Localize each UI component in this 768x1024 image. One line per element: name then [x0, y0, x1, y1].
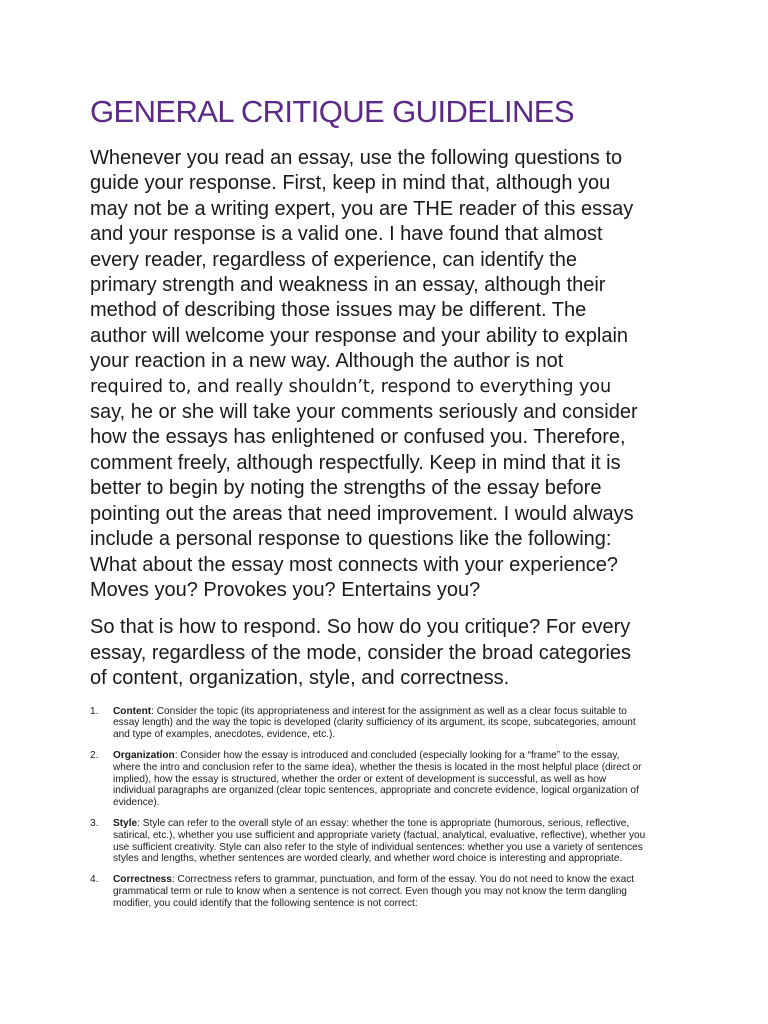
list-heading: Correctness	[113, 874, 172, 886]
list-text: : Style can refer to the overall style of an essay: whether the tone is appropriate (humorous, serious, reflective,	[137, 817, 630, 829]
list-number: 3.	[90, 817, 99, 829]
list-line: satirical, etc.), whether you use sufficient and appropriate variety (factual, analytical, evaluative, reflective), whether you	[113, 829, 646, 841]
intro-paragraph	[90, 146, 690, 603]
list-number: 2.	[90, 749, 99, 761]
list-line: essay length) and the way the topic is developed (clarity sufficiency of its argument, its scope, subcategories, amount	[113, 717, 636, 729]
paragraph-line: include a personal response to questions like the following:	[90, 528, 612, 551]
paragraph-line: better to begin by noting the strengths of the essay before	[90, 477, 602, 500]
list-line: styles and lengths, whether sentences are worded clearly, and whether word choice is interesting and appropriate.	[113, 853, 623, 865]
paragraph-line: method of describing those issues may be different. The	[90, 299, 587, 322]
page-title: GENERAL CRITIQUE GUIDELINES	[90, 94, 574, 129]
list-line: where the intro and conclusion refer to the same idea), whether the thesis is located in the most helpful place (direct or	[113, 761, 642, 773]
paragraph-line: of content, organization, style, and correctness.	[90, 667, 510, 690]
paragraph-line: how the essays has enlightened or confused you. Therefore,	[90, 426, 626, 449]
list-text: : Consider the topic (its appropriateness and interest for the assignment as well as a clear focus suitable to	[151, 705, 627, 717]
paragraph-line: may not be a writing expert, you are THE reader of this essay	[90, 197, 634, 220]
list-line: modifier, you could identify that the following sentence is not correct:	[113, 897, 418, 909]
paragraph-line: and your response is a valid one. I have found that almost	[90, 223, 603, 246]
paragraph-line: So that is how to respond. So how do you critique? For every	[90, 616, 631, 639]
paragraph-line: say, he or she will take your comments seriously and consider	[90, 401, 638, 424]
paragraph-line: essay, regardless of the mode, consider the broad categories	[90, 641, 632, 664]
paragraph-line: Whenever you read an essay, use the following questions to	[90, 147, 623, 169]
paragraph-line: Moves you? Provokes you? Entertains you?	[90, 578, 481, 601]
list-item-content	[90, 706, 690, 741]
list-item-style	[90, 818, 690, 865]
list-line	[113, 818, 690, 830]
list-text: : Consider how the essay is introduced and concluded (especially looking for a “frame” to the essay,	[174, 749, 620, 761]
list-item-correctness	[90, 874, 690, 909]
list-line: grammatical term or rule to know when a sentence is not correct. Even though you may not know the term dangling	[113, 885, 627, 897]
critique-categories-list	[90, 706, 690, 910]
paragraph-line: comment freely, although respectfully. Keep in mind that it is	[90, 451, 621, 474]
critique-paragraph	[90, 615, 690, 691]
list-heading: Style	[113, 817, 138, 829]
paragraph-line: primary strength and weakness in an essay, although their	[90, 274, 606, 297]
paragraph-line: required to, and really shouldn’t, respond to everything you	[90, 376, 612, 397]
list-text: : Correctness refers to grammar, punctuation, and form of the essay. You do not need to know the exact	[171, 874, 635, 886]
paragraph-line: author will welcome your response and your ability to explain	[90, 324, 629, 347]
list-item-organization	[90, 750, 690, 809]
paragraph-line: pointing out the areas that need improvement. I would always	[90, 502, 634, 525]
list-number: 1.	[90, 705, 99, 717]
list-line	[113, 874, 690, 886]
paragraph-line: your reaction in a new way. Although the author is not	[90, 350, 564, 373]
paragraph-line: every reader, regardless of experience, can identify the	[90, 248, 577, 271]
list-line: evidence).	[113, 797, 160, 809]
list-heading: Content	[113, 705, 152, 717]
document-page	[90, 92, 690, 918]
list-line: individual paragraphs are organized (clear topic sentences, appropriate and concrete evidence, logical organization of	[113, 785, 639, 797]
list-line	[113, 706, 690, 718]
paragraph-line: guide your response. First, keep in mind that, although you	[90, 172, 611, 195]
paragraph-line: What about the essay most connects with your experience?	[90, 553, 619, 576]
list-line: and type of examples, anecdotes, evidence, etc.).	[113, 729, 336, 741]
list-heading: Organization	[113, 749, 175, 761]
list-line: implied), how the essay is structured, whether the order or extent of development is successful, as well as how	[113, 773, 607, 785]
list-line: use sufficient creativity. Style can also refer to the style of individual sentences: whether you use a variety of sentences	[113, 841, 643, 853]
list-number: 4.	[90, 874, 99, 886]
list-line	[113, 750, 690, 762]
